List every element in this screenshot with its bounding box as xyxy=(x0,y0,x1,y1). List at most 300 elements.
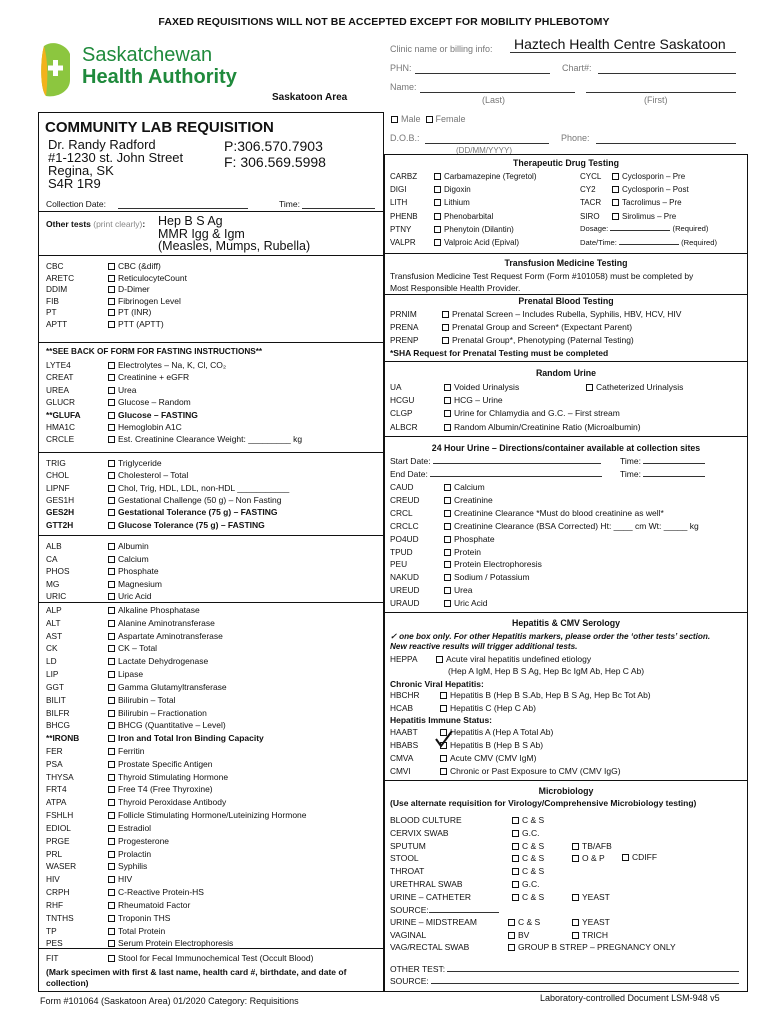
test-label: Sodium / Potassium xyxy=(454,572,530,583)
test-option[interactable] xyxy=(108,913,170,923)
doctor-contact xyxy=(224,138,326,170)
test-option[interactable] xyxy=(108,296,181,306)
test-option[interactable] xyxy=(612,198,682,207)
test-option[interactable] xyxy=(440,727,553,737)
checkbox-icon[interactable] xyxy=(108,286,115,293)
test-option[interactable] xyxy=(108,507,278,517)
test-option[interactable] xyxy=(442,309,681,319)
test-option[interactable] xyxy=(444,408,620,418)
leaf-logo-icon xyxy=(38,40,72,98)
test-option[interactable] xyxy=(108,422,182,432)
test-option[interactable] xyxy=(444,422,641,432)
test-code: PRNIM xyxy=(390,309,417,319)
checkbox-icon[interactable] xyxy=(108,684,115,691)
test-option[interactable] xyxy=(108,410,198,420)
test-option[interactable] xyxy=(108,434,302,444)
cath-urinalysis[interactable]: Catheterized Urinalysis xyxy=(586,382,683,392)
checkbox-icon[interactable] xyxy=(108,460,115,467)
checkbox-icon[interactable] xyxy=(434,239,441,246)
checkbox-icon[interactable] xyxy=(434,173,441,180)
test-option[interactable] xyxy=(444,521,699,531)
micro-specimen: THROAT xyxy=(390,866,425,877)
test-code: CMVI xyxy=(390,766,411,776)
checkbox-icon[interactable] xyxy=(108,497,115,504)
checkbox-icon[interactable] xyxy=(612,213,619,220)
test-option[interactable] xyxy=(108,784,213,794)
test-option[interactable] xyxy=(108,360,226,370)
checkbox-icon[interactable] xyxy=(108,799,115,806)
other-tests-values[interactable]: Hep B S Ag MMR Igg & Igm (Measles, Mumps, Rubella) xyxy=(158,214,311,253)
checkbox-icon[interactable] xyxy=(108,722,115,729)
test-option[interactable] xyxy=(108,746,144,756)
checkbox-icon[interactable] xyxy=(108,697,115,704)
urine-title: Random Urine xyxy=(535,368,597,378)
test-code: CRPH xyxy=(46,887,70,898)
doctor-fax: F: 306.569.5998 xyxy=(224,154,326,170)
test-label: Carbamazepine (Tegretol) xyxy=(444,172,537,181)
test-option[interactable] xyxy=(108,938,233,948)
test-option[interactable] xyxy=(108,810,307,820)
test-label: HCG – Urine xyxy=(454,395,503,406)
checkbox-icon[interactable] xyxy=(108,543,115,550)
checkbox-icon[interactable] xyxy=(108,761,115,768)
checkbox-icon[interactable] xyxy=(108,940,115,947)
test-label: Sirolimus – Pre xyxy=(622,211,677,221)
test-option[interactable] xyxy=(108,307,151,317)
test-option[interactable] xyxy=(434,185,471,194)
test-code: HCGU xyxy=(390,395,415,406)
checkbox-icon[interactable] xyxy=(612,199,619,206)
test-option[interactable] xyxy=(108,836,169,846)
h24-title: 24 Hour Urine – Directions/container available at collection sites xyxy=(431,443,701,453)
test-code: ATPA xyxy=(46,797,67,808)
checkbox-icon[interactable] xyxy=(444,410,451,417)
test-option[interactable] xyxy=(434,212,493,221)
checkbox-icon[interactable] xyxy=(108,362,115,369)
checkbox-icon[interactable] xyxy=(108,593,115,600)
checkbox-icon[interactable] xyxy=(434,199,441,206)
checkbox-icon[interactable] xyxy=(444,587,451,594)
phn-label: PHN: xyxy=(390,63,412,73)
test-label: Thyroid Peroxidase Antibody xyxy=(118,797,227,808)
checkbox-icon[interactable] xyxy=(108,387,115,394)
checkbox-icon[interactable] xyxy=(444,574,451,581)
test-option[interactable] xyxy=(444,559,542,569)
checkbox-icon[interactable] xyxy=(108,263,115,270)
test-option[interactable] xyxy=(108,605,200,615)
test-option[interactable] xyxy=(108,849,151,859)
checkbox-icon[interactable] xyxy=(108,851,115,858)
test-label: Follicle Stimulating Hormone/Luteinizing Hormone xyxy=(118,810,307,821)
test-option[interactable] xyxy=(444,585,472,595)
footer-right: Laboratory-controlled Document LSM-948 v5 xyxy=(540,993,720,1003)
checkbox-icon[interactable] xyxy=(108,581,115,588)
prenatal-note: *SHA Request for Prenatal Testing must be completed xyxy=(390,348,609,358)
checkbox-icon[interactable] xyxy=(444,600,451,607)
test-code: PT xyxy=(46,307,57,317)
micro-option[interactable]: GROUP B STREP – PREGNANCY ONLY xyxy=(508,942,676,952)
checkbox-icon[interactable] xyxy=(434,226,441,233)
checkbox-icon[interactable] xyxy=(108,275,115,282)
checkbox-icon[interactable] xyxy=(444,561,451,568)
clinic-label: Clinic name or billing info: xyxy=(390,44,493,54)
checkbox-icon[interactable] xyxy=(108,568,115,575)
checkbox-icon[interactable] xyxy=(108,748,115,755)
checkbox-icon[interactable] xyxy=(442,337,449,344)
sex-options[interactable] xyxy=(391,114,466,124)
test-option[interactable] xyxy=(108,385,136,395)
test-option[interactable] xyxy=(108,372,189,382)
checkbox-icon[interactable] xyxy=(440,768,447,775)
test-code: BILFR xyxy=(46,707,70,718)
sha-logo xyxy=(38,38,248,100)
checkbox-icon[interactable] xyxy=(108,902,115,909)
source-2[interactable]: SOURCE: xyxy=(390,976,739,986)
checkbox-icon[interactable] xyxy=(444,523,451,530)
test-label: Bilirubin – Fractionation xyxy=(118,707,207,718)
checkbox-icon[interactable] xyxy=(108,735,115,742)
test-code: NAKUD xyxy=(390,572,420,583)
checkbox-icon[interactable] xyxy=(108,774,115,781)
checkbox-icon[interactable] xyxy=(442,311,449,318)
test-option[interactable] xyxy=(108,772,228,782)
test-code: HEPPA xyxy=(390,654,418,664)
test-label: Ferritin xyxy=(118,746,145,757)
test-option[interactable] xyxy=(108,319,164,329)
test-option[interactable] xyxy=(444,547,481,557)
test-code: CREUD xyxy=(390,494,420,505)
test-option[interactable] xyxy=(612,185,689,194)
checkbox-icon[interactable] xyxy=(612,173,619,180)
test-code: TPUD xyxy=(390,546,413,557)
test-option[interactable] xyxy=(434,225,514,234)
checkbox-icon[interactable] xyxy=(108,374,115,381)
test-code: CARBZ xyxy=(390,172,418,181)
checkbox-icon[interactable] xyxy=(108,412,115,419)
test-option[interactable] xyxy=(440,766,621,776)
micro-option[interactable]: YEAST xyxy=(572,892,610,902)
test-label: Troponin THS xyxy=(118,912,171,923)
test-code: CRCLE xyxy=(46,434,75,445)
micro-specimen: BLOOD CULTURE xyxy=(390,815,462,825)
transfusion-text1: Transfusion Medicine Test Request Form (Form #101058) must be completed by xyxy=(390,271,694,281)
checkbox-icon[interactable] xyxy=(108,710,115,717)
test-label: Thyroid Stimulating Hormone xyxy=(118,771,229,782)
checkbox-icon[interactable] xyxy=(108,915,115,922)
test-option[interactable] xyxy=(108,900,190,910)
checkbox-icon[interactable] xyxy=(108,955,115,962)
form-title: COMMUNITY LAB REQUISITION xyxy=(45,119,274,136)
checkbox-icon[interactable] xyxy=(108,509,115,516)
test-code: CREAT xyxy=(46,372,74,383)
test-option[interactable] xyxy=(108,733,264,743)
test-label: D-Dimer xyxy=(118,284,150,294)
hep-note1: ✓ one box only. For other Hepatitis markers, please order the ‘other tests’ section. xyxy=(390,632,711,641)
test-option[interactable] xyxy=(108,495,281,505)
test-code: UREUD xyxy=(390,585,420,596)
micro-option[interactable]: O & P xyxy=(572,853,605,863)
micro-option[interactable]: TB/AFB xyxy=(572,841,612,851)
checkbox-icon[interactable] xyxy=(108,485,115,492)
checkbox-icon[interactable] xyxy=(440,705,447,712)
micro-subtitle: (Use alternate requisition for Virology/Comprehensive Microbiology testing) xyxy=(390,798,697,808)
checkbox-icon[interactable] xyxy=(108,321,115,328)
cdiff-option[interactable]: CDIFF xyxy=(622,852,657,862)
checkbox-icon[interactable] xyxy=(434,186,441,193)
checkbox-icon[interactable] xyxy=(108,863,115,870)
test-label: Chronic or Past Exposure to CMV (CMV IgG) xyxy=(450,766,621,776)
test-label: Albumin xyxy=(118,541,149,551)
micro-specimen: URINE – MIDSTREAM xyxy=(390,917,477,927)
test-code: ALP xyxy=(46,605,62,615)
test-code: CY2 xyxy=(580,185,596,195)
micro-option[interactable]: TRICH xyxy=(572,930,608,940)
test-label: Uric Acid xyxy=(118,591,152,602)
test-code: CYCL xyxy=(580,172,602,181)
checkbox-icon[interactable] xyxy=(108,309,115,316)
dob-hint: (DD/MM/YYYY) xyxy=(456,146,512,155)
test-option[interactable] xyxy=(108,541,149,551)
checkbox-icon[interactable] xyxy=(108,825,115,832)
checkbox-icon[interactable] xyxy=(440,755,447,762)
test-option[interactable] xyxy=(108,273,187,283)
test-label: Prostate Specific Antigen xyxy=(118,758,213,769)
test-label: Triglyceride xyxy=(118,458,162,468)
test-label: PTT (APTT) xyxy=(118,318,164,329)
test-option[interactable] xyxy=(108,926,165,936)
test-label: Urine for Chlamydia and G.C. – First stream xyxy=(454,408,620,419)
checkbox-icon[interactable] xyxy=(108,298,115,305)
micro-specimen: CERVIX SWAB xyxy=(390,827,449,838)
test-label: Creatinine Clearance *Must do blood creatinine as well* xyxy=(454,507,664,518)
test-code: PRGE xyxy=(46,835,70,846)
test-option[interactable] xyxy=(444,598,488,608)
test-option[interactable] xyxy=(108,861,147,871)
test-label: Phosphate xyxy=(454,533,495,544)
test-label: Syphilis xyxy=(118,861,148,872)
doctor-city: Regina, SK xyxy=(48,163,114,178)
test-option[interactable] xyxy=(108,554,149,564)
micro-option[interactable]: C & S xyxy=(512,892,544,902)
test-option[interactable] xyxy=(108,470,188,480)
test-option[interactable] xyxy=(108,483,289,493)
test-label: Glucose – FASTING xyxy=(118,409,198,420)
test-option[interactable] xyxy=(108,720,226,730)
start-time[interactable]: Time: xyxy=(620,456,705,466)
test-label: Lithium xyxy=(444,198,470,208)
test-code: URIC xyxy=(46,591,67,602)
test-code: CAUD xyxy=(390,482,414,492)
checkbox-icon[interactable] xyxy=(108,436,115,443)
test-label: Lactate Dehydrogenase xyxy=(118,656,209,667)
test-option[interactable] xyxy=(108,797,226,807)
test-option[interactable] xyxy=(108,874,132,884)
checkbox-icon[interactable] xyxy=(108,876,115,883)
test-option[interactable] xyxy=(442,335,634,345)
micro-option[interactable]: G.C. xyxy=(512,879,539,889)
test-option[interactable] xyxy=(108,953,313,963)
test-option[interactable] xyxy=(108,887,204,897)
fit-note: (Mark specimen with first & last name, health card #, birthdate, and date of collection) xyxy=(46,967,347,988)
checkbox-icon[interactable] xyxy=(108,424,115,431)
doctor-block[interactable] xyxy=(48,138,183,190)
test-option[interactable] xyxy=(440,740,543,750)
test-option[interactable] xyxy=(108,284,150,294)
immune-label: Hepatitis Immune Status: xyxy=(390,715,493,725)
checkbox-icon[interactable] xyxy=(108,838,115,845)
micro-option[interactable]: C & S xyxy=(512,815,544,825)
test-code: HCAB xyxy=(390,703,414,713)
test-option[interactable] xyxy=(108,520,265,530)
checkbox-icon[interactable] xyxy=(108,812,115,819)
start-date[interactable]: Start Date: xyxy=(390,456,601,466)
test-option[interactable] xyxy=(444,508,664,518)
test-label: Gestational Challenge (50 g) – Non Fasting xyxy=(118,494,282,505)
end-time[interactable]: Time: xyxy=(620,469,705,479)
test-code: SIRO xyxy=(580,211,600,221)
test-code: LYTE4 xyxy=(46,360,71,370)
checkbox-icon[interactable] xyxy=(444,384,451,391)
end-date[interactable]: End Date: xyxy=(390,469,602,479)
test-option[interactable] xyxy=(108,643,157,653)
test-label: Urea xyxy=(454,585,473,596)
checkbox-icon[interactable] xyxy=(444,424,451,431)
test-option[interactable] xyxy=(108,397,191,407)
checkbox-icon[interactable] xyxy=(612,186,619,193)
checkbox-icon[interactable] xyxy=(108,658,115,665)
footer-left: Form #101064 (Saskatoon Area) 01/2020 Category: Requisitions xyxy=(40,996,299,1006)
test-option[interactable] xyxy=(108,669,143,679)
test-option[interactable] xyxy=(444,495,493,505)
test-option[interactable] xyxy=(108,618,215,628)
test-option[interactable] xyxy=(108,823,151,833)
test-option[interactable] xyxy=(440,690,651,700)
test-label: Prenatal Group*, Phenotyping (Paternal Testing) xyxy=(452,335,634,345)
test-option[interactable] xyxy=(434,198,470,207)
test-label: CBC (&diff) xyxy=(118,261,161,271)
test-option[interactable] xyxy=(442,322,632,332)
test-option[interactable] xyxy=(434,172,537,181)
checkbox-icon[interactable] xyxy=(108,472,115,479)
test-option[interactable] xyxy=(108,579,162,589)
checkbox-icon[interactable] xyxy=(108,522,115,529)
test-code: TP xyxy=(46,925,57,936)
checkbox-icon[interactable] xyxy=(444,397,451,404)
test-label: Phosphate xyxy=(118,566,159,577)
test-option[interactable] xyxy=(108,591,152,601)
test-option[interactable] xyxy=(612,212,676,221)
test-code: TNTHS xyxy=(46,912,74,923)
micro-option[interactable]: BV xyxy=(508,930,529,940)
checkbox-icon[interactable] xyxy=(108,399,115,406)
micro-option[interactable]: G.C. xyxy=(512,828,539,838)
checkbox-icon[interactable] xyxy=(108,645,115,652)
test-option[interactable] xyxy=(444,572,530,582)
checkbox-icon[interactable] xyxy=(108,786,115,793)
test-code: PHOS xyxy=(46,566,70,577)
checkbox-icon[interactable] xyxy=(108,671,115,678)
test-label: Cholesterol – Total xyxy=(118,470,189,481)
checkbox-icon[interactable] xyxy=(444,549,451,556)
test-option[interactable] xyxy=(444,382,519,392)
test-option[interactable] xyxy=(108,708,207,718)
micro-option[interactable]: C & S xyxy=(512,841,544,851)
test-option[interactable] xyxy=(444,482,485,492)
checkbox-icon[interactable] xyxy=(434,213,441,220)
dosage-field[interactable]: Dosage: (Required) xyxy=(580,224,709,233)
checkbox-icon[interactable] xyxy=(436,656,443,663)
test-option[interactable] xyxy=(108,631,223,641)
checkbox-icon[interactable] xyxy=(440,692,447,699)
test-option[interactable] xyxy=(108,695,176,705)
test-label: Gamma Glutamyltransferase xyxy=(118,681,227,692)
test-option[interactable] xyxy=(436,654,591,664)
test-code: FER xyxy=(46,746,63,757)
checkbox-icon[interactable] xyxy=(108,556,115,563)
test-label: Phenobarbital xyxy=(444,211,494,221)
test-option[interactable] xyxy=(108,656,208,666)
micro-specimen: STOOL xyxy=(390,853,419,864)
test-label: Bilirubin – Total xyxy=(118,694,176,705)
checkbox-icon[interactable] xyxy=(108,889,115,896)
test-option[interactable] xyxy=(108,682,227,692)
test-option[interactable] xyxy=(108,261,161,271)
micro-specimen: URETHRAL SWAB xyxy=(390,879,463,889)
test-code: FSHLH xyxy=(46,810,74,821)
checkbox-icon[interactable] xyxy=(444,484,451,491)
checkbox-icon[interactable] xyxy=(108,607,115,614)
checkbox-icon[interactable] xyxy=(444,497,451,504)
test-option[interactable] xyxy=(612,172,685,181)
other-test[interactable]: OTHER TEST: xyxy=(390,964,739,974)
test-code: LD xyxy=(46,656,57,667)
micro-specimen: URINE – CATHETER xyxy=(390,891,472,902)
test-option[interactable] xyxy=(440,703,536,713)
micro-option[interactable]: YEAST xyxy=(572,917,610,927)
clinic-value[interactable]: Haztech Health Centre Saskatoon xyxy=(514,36,726,52)
test-option[interactable] xyxy=(108,759,213,769)
test-option[interactable] xyxy=(108,566,159,576)
test-code: CA xyxy=(46,553,58,564)
test-option[interactable] xyxy=(440,753,536,763)
test-option[interactable] xyxy=(444,395,503,405)
test-label: Estradiol xyxy=(118,822,152,833)
datetime-field[interactable]: Date/Time: (Required) xyxy=(580,238,717,247)
checkbox-icon[interactable] xyxy=(108,633,115,640)
test-label: Cyclosporin – Post xyxy=(622,185,689,195)
micro-option[interactable]: C & S xyxy=(508,917,540,927)
test-label: Acute viral hepatitis undefined etiology xyxy=(446,654,592,664)
checkbox-icon[interactable] xyxy=(444,536,451,543)
source-1[interactable]: SOURCE: xyxy=(390,905,499,915)
test-label: Random Albumin/Creatinine Ratio (Microalbumin) xyxy=(454,421,641,432)
checkbox-icon[interactable] xyxy=(444,510,451,517)
test-code: AST xyxy=(46,630,63,641)
test-option[interactable] xyxy=(434,238,519,247)
test-code: WASER xyxy=(46,861,77,872)
micro-option[interactable]: C & S xyxy=(512,853,544,863)
test-option[interactable] xyxy=(444,534,495,544)
checkbox-icon[interactable] xyxy=(108,620,115,627)
test-label: Creatinine Clearance (BSA Corrected) Ht: ____ cm Wt: _____ kg xyxy=(454,520,699,531)
test-option[interactable] xyxy=(108,458,162,468)
micro-option[interactable]: C & S xyxy=(512,866,544,876)
male-label: Male xyxy=(401,114,421,124)
checkbox-icon[interactable] xyxy=(442,324,449,331)
hep-title: Hepatitis & CMV Serology xyxy=(511,618,621,628)
checkbox-icon[interactable] xyxy=(108,928,115,935)
fax-warning: FAXED REQUISITIONS WILL NOT BE ACCEPTED EXCEPT FOR MOBILITY PHLEBOTOMY xyxy=(158,16,610,28)
